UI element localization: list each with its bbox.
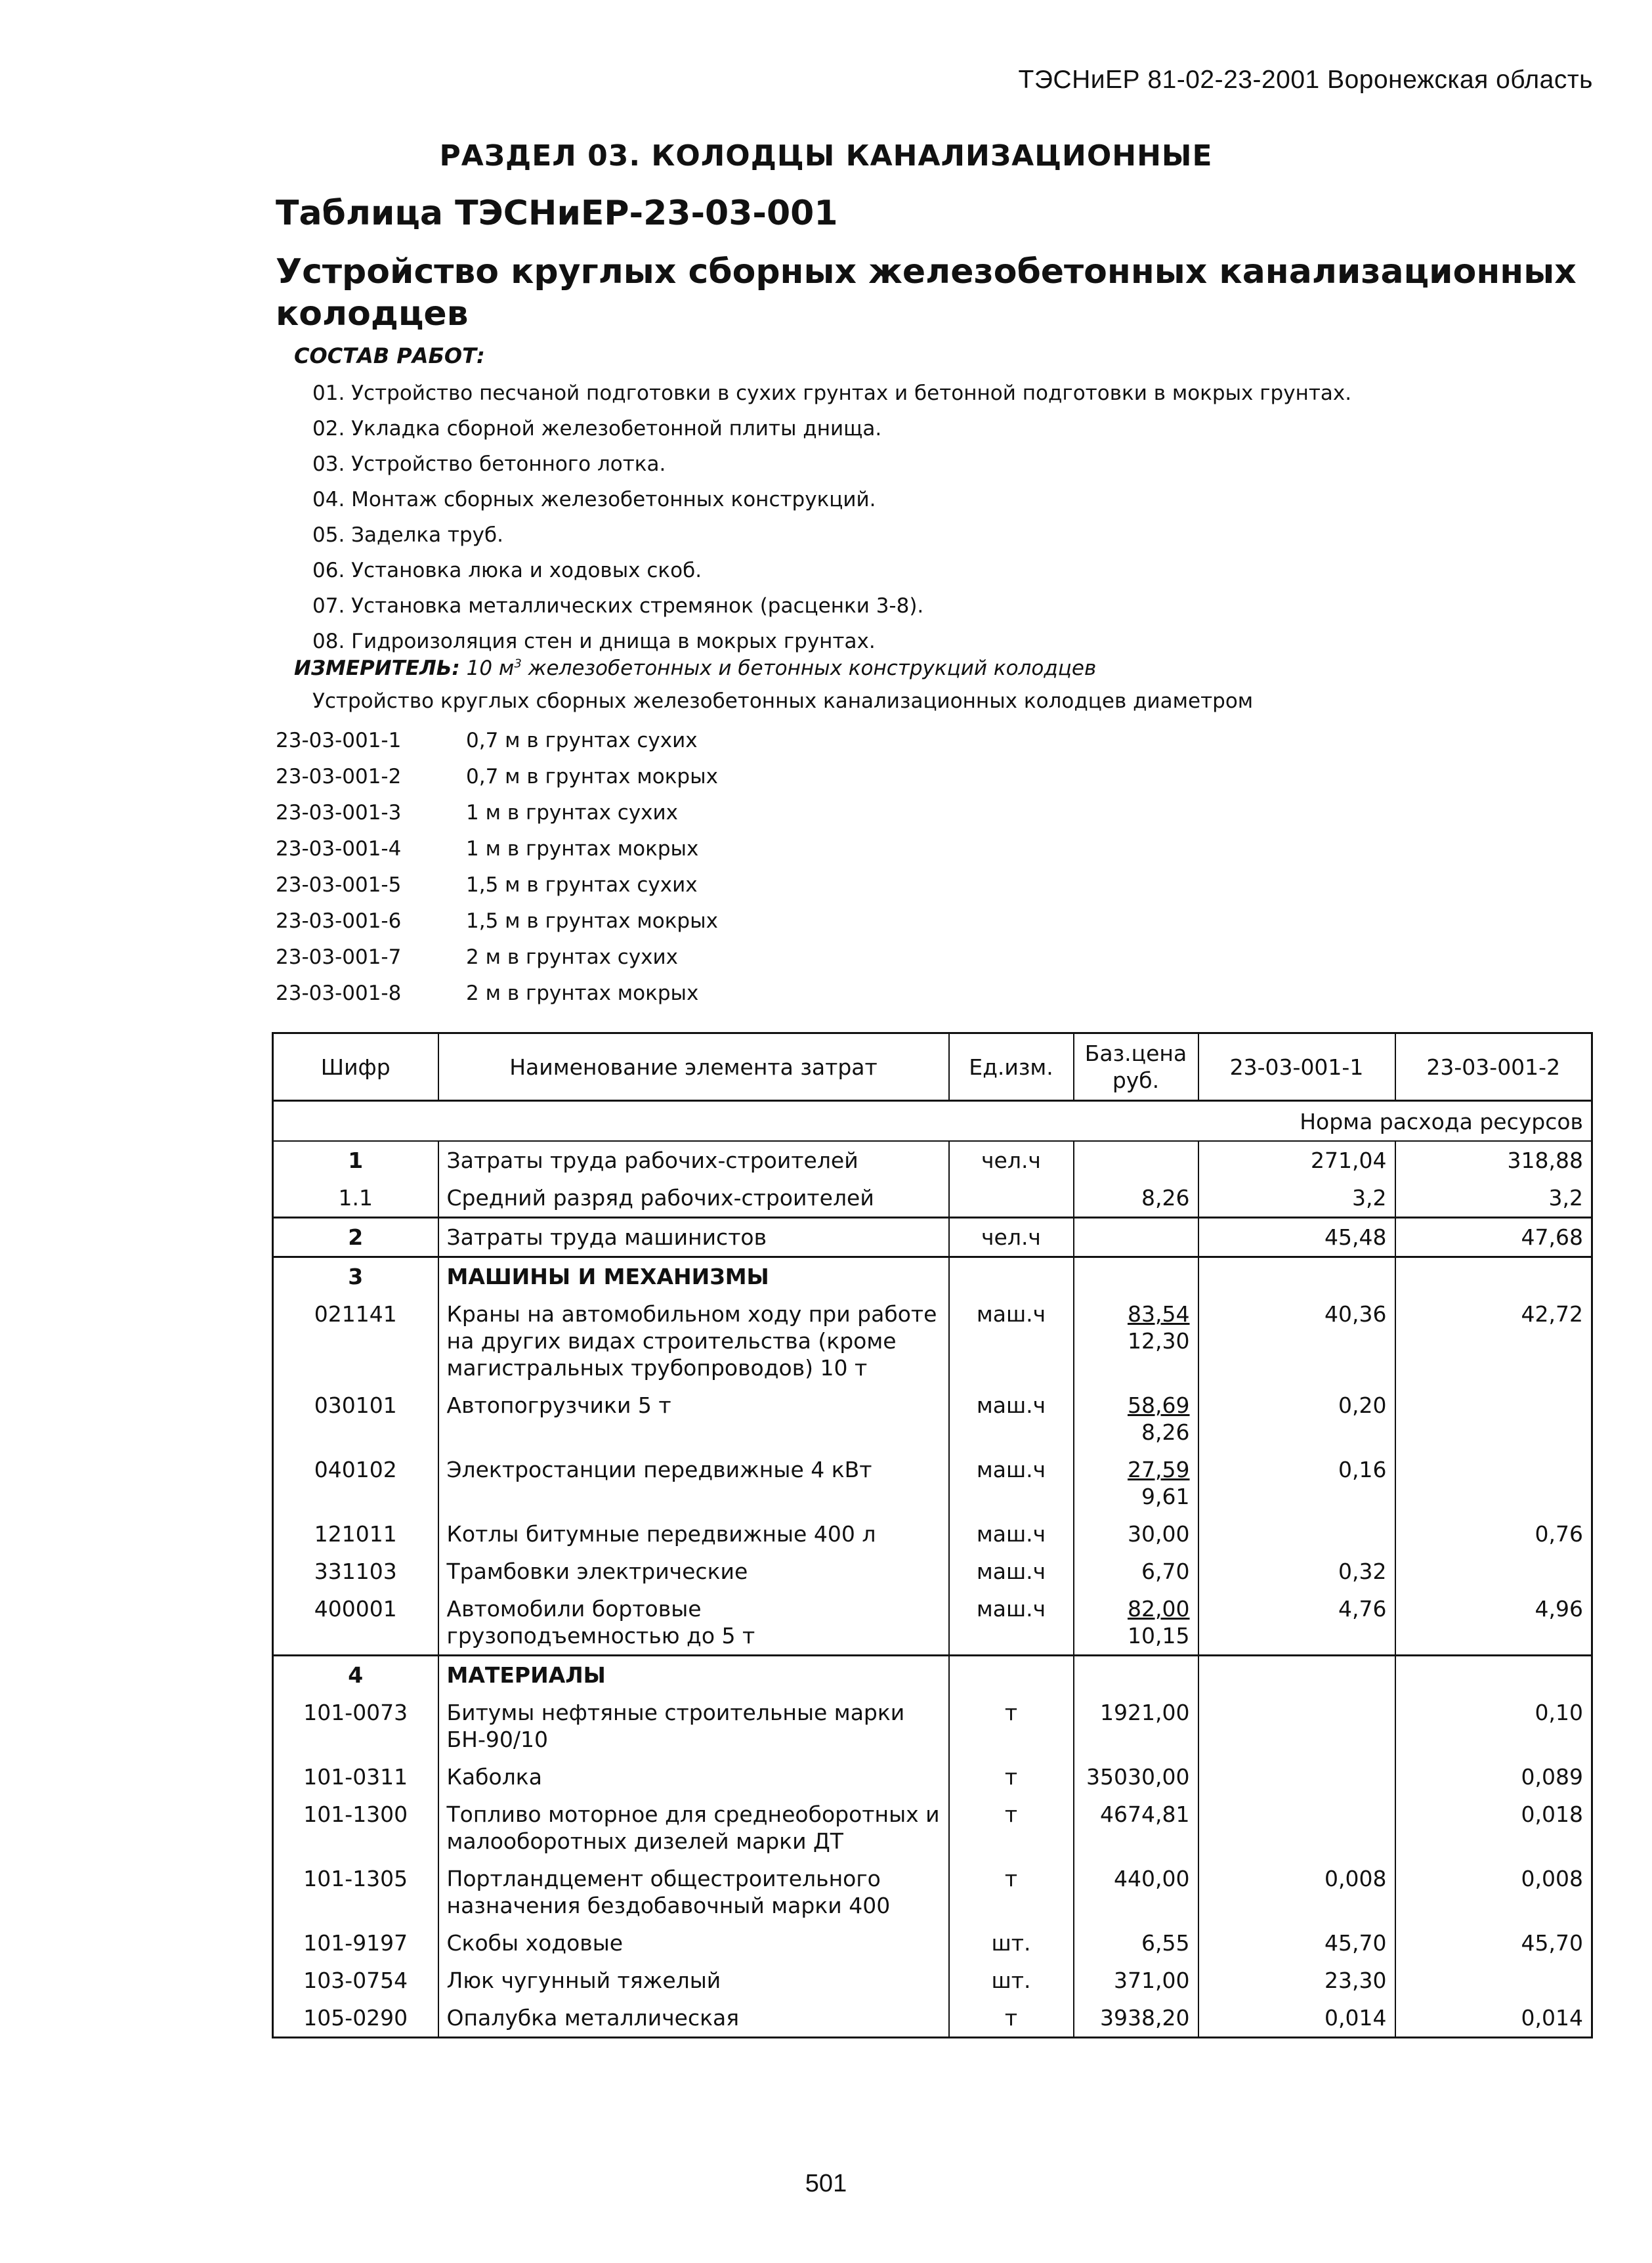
cell-name: МАТЕРИАЛЫ: [438, 1656, 949, 1694]
cell-price: 371,00: [1074, 1962, 1198, 1999]
cell-code: 103-0754: [273, 1962, 438, 1999]
cell-variant-1: 3,2: [1198, 1179, 1395, 1218]
price-wage: 12,30: [1128, 1328, 1190, 1354]
work-item: 08. Гидроизоляция стен и днища в мокрых грунтах.: [312, 630, 876, 653]
cell-code: 3: [273, 1257, 438, 1296]
variant-item: [276, 903, 718, 939]
variant-code: 23-03-001-3: [276, 801, 402, 825]
cell-code: 101-0073: [273, 1694, 438, 1758]
cell-variant-2: [1395, 1962, 1592, 1999]
cell-variant-1: 45,70: [1198, 1924, 1395, 1962]
cell-code: 1.1: [273, 1179, 438, 1218]
cell-variant-2: 0,018: [1395, 1796, 1592, 1860]
variant-desc: 1,5 м в грунтах сухих: [466, 873, 698, 897]
measure-value: 10 $м^3$ железобетонных и бетонных конструкций колодцев: [466, 657, 1097, 680]
variant-desc: 2 м в грунтах мокрых: [466, 981, 699, 1005]
cell-variant-1: 45,48: [1198, 1218, 1395, 1257]
cell-name: Скобы ходовые: [438, 1924, 949, 1962]
cell-variant-1: [1198, 1796, 1395, 1860]
variant-code: 23-03-001-8: [276, 981, 402, 1005]
cell-code: 101-0311: [273, 1758, 438, 1796]
cell-variant-2: [1395, 1451, 1592, 1515]
variant-desc: 0,7 м в грунтах сухих: [466, 729, 698, 752]
variant-item: [276, 795, 718, 831]
cell-variant-2: 45,70: [1395, 1924, 1592, 1962]
cell-variant-1: 0,014: [1198, 1999, 1395, 2038]
measure-label: ИЗМЕРИТЕЛЬ:: [294, 657, 460, 680]
table-row: [273, 1257, 1592, 1296]
cell-unit: маш.ч: [949, 1451, 1074, 1515]
cell-variant-2: 47,68: [1395, 1218, 1592, 1257]
cell-variant-2: 4,96: [1395, 1590, 1592, 1656]
cell-variant-1: 0,008: [1198, 1860, 1395, 1924]
cell-variant-2: 0,008: [1395, 1860, 1592, 1924]
cell-variant-2: 3,2: [1395, 1179, 1592, 1218]
variant-list: [276, 723, 718, 1012]
variant-item: [276, 976, 718, 1012]
work-item: 01. Устройство песчаной подготовки в сухих грунтах и бетонной подготовки в мокрых грунтах.: [312, 381, 1352, 405]
cell-price: [1074, 1590, 1198, 1656]
cell-name: Опалубка металлическая: [438, 1999, 949, 2038]
work-item: 04. Монтаж сборных железобетонных конструкций.: [312, 488, 876, 511]
cell-unit: чел.ч: [949, 1141, 1074, 1179]
variant-item: [276, 939, 718, 976]
cell-name: Автомобили бортовые грузоподъемностью до 5 т: [438, 1590, 949, 1656]
cell-variant-2: 0,014: [1395, 1999, 1592, 2038]
cell-price: 6,70: [1074, 1553, 1198, 1590]
cell-price: 440,00: [1074, 1860, 1198, 1924]
cell-price: 1921,00: [1074, 1694, 1198, 1758]
cell-variant-2: [1395, 1656, 1592, 1694]
cell-unit: т: [949, 1999, 1074, 2038]
table-row: [273, 1796, 1592, 1860]
cell-variant-2: 0,089: [1395, 1758, 1592, 1796]
cell-name: Каболка: [438, 1758, 949, 1796]
cell-code: 331103: [273, 1553, 438, 1590]
cell-variant-2: 0,10: [1395, 1694, 1592, 1758]
table-row: [273, 1387, 1592, 1451]
cell-name: Краны на автомобильном ходу при работе на других видах строительства (кроме магистральных трубопроводов) 10 т: [438, 1295, 949, 1387]
price-wage: 10,15: [1128, 1623, 1190, 1649]
variant-item: [276, 723, 718, 759]
col-header-unit: Ед.изм.: [949, 1033, 1074, 1101]
table-row: [273, 1179, 1592, 1218]
norm-caption-row: [273, 1101, 1592, 1142]
table-row: [273, 1924, 1592, 1962]
work-item: 07. Установка металлических стремянок (расценки 3-8).: [312, 594, 924, 618]
cell-unit: т: [949, 1758, 1074, 1796]
table-row: [273, 1656, 1592, 1694]
cell-name: МАШИНЫ И МЕХАНИЗМЫ: [438, 1257, 949, 1296]
cell-name: Затраты труда рабочих-строителей: [438, 1141, 949, 1179]
price-total: 58,69: [1128, 1392, 1190, 1418]
resources-table: [272, 1032, 1593, 2038]
cell-unit: маш.ч: [949, 1553, 1074, 1590]
cell-unit: шт.: [949, 1924, 1074, 1962]
work-item: 06. Установка люка и ходовых скоб.: [312, 559, 702, 582]
variant-desc: 1,5 м в грунтах мокрых: [466, 909, 718, 933]
table-header-row: [273, 1033, 1592, 1101]
cell-unit: т: [949, 1796, 1074, 1860]
cell-name: Котлы битумные передвижные 400 л: [438, 1515, 949, 1553]
cell-name: Портландцемент общестроительного назначения бездобавочный марки 400: [438, 1860, 949, 1924]
table-row: [273, 1295, 1592, 1387]
cell-unit: чел.ч: [949, 1218, 1074, 1257]
table-row: [273, 1515, 1592, 1553]
cell-variant-2: 0,76: [1395, 1515, 1592, 1553]
cell-variant-1: 271,04: [1198, 1141, 1395, 1179]
variant-code: 23-03-001-1: [276, 729, 402, 752]
col-header-name: Наименование элемента затрат: [438, 1033, 949, 1101]
col-header-variant-2: 23-03-001-2: [1395, 1033, 1592, 1101]
cell-code: 105-0290: [273, 1999, 438, 2038]
cell-unit: маш.ч: [949, 1387, 1074, 1451]
cell-variant-1: 0,32: [1198, 1553, 1395, 1590]
cell-variant-1: 4,76: [1198, 1590, 1395, 1656]
price-total: 82,00: [1128, 1596, 1190, 1622]
measure-unit: [294, 657, 1096, 680]
cell-unit: [949, 1656, 1074, 1694]
cell-code: 1: [273, 1141, 438, 1179]
cell-variant-1: [1198, 1257, 1395, 1296]
cell-variant-1: 0,20: [1198, 1387, 1395, 1451]
variant-item: [276, 831, 718, 867]
table-row: [273, 1962, 1592, 1999]
variant-desc: 2 м в грунтах сухих: [466, 945, 679, 969]
cell-name: Люк чугунный тяжелый: [438, 1962, 949, 1999]
cell-price: [1074, 1141, 1198, 1179]
cell-variant-1: 23,30: [1198, 1962, 1395, 1999]
table-row: [273, 1218, 1592, 1257]
cell-price: [1074, 1451, 1198, 1515]
cell-variant-1: [1198, 1694, 1395, 1758]
cell-price: [1074, 1295, 1198, 1387]
cell-price: [1074, 1257, 1198, 1296]
cell-variant-1: [1198, 1515, 1395, 1553]
table-row: [273, 1553, 1592, 1590]
col-header-price: Баз.цена руб.: [1074, 1033, 1198, 1101]
variant-code: 23-03-001-4: [276, 837, 402, 861]
cell-code: 021141: [273, 1295, 438, 1387]
cell-price: 6,55: [1074, 1924, 1198, 1962]
work-item: 05. Заделка труб.: [312, 523, 503, 547]
norm-caption: Норма расхода ресурсов: [438, 1101, 1592, 1142]
work-composition-heading: СОСТАВ РАБОТ:: [294, 343, 485, 368]
table-row: [273, 1758, 1592, 1796]
cell-variant-2: 42,72: [1395, 1295, 1592, 1387]
table-code: Таблица ТЭСНиЕР-23-03-001: [276, 194, 838, 233]
cell-code: 040102: [273, 1451, 438, 1515]
cell-price: 35030,00: [1074, 1758, 1198, 1796]
cell-code: 2: [273, 1218, 438, 1257]
running-header: ТЭСНиЕР 81-02-23-2001 Воронежская область: [1018, 66, 1593, 94]
price-wage: 8,26: [1141, 1419, 1190, 1445]
cell-price: [1074, 1656, 1198, 1694]
work-composition-list: [312, 376, 1351, 659]
cell-unit: [949, 1179, 1074, 1218]
cell-variant-1: 40,36: [1198, 1295, 1395, 1387]
cell-unit: т: [949, 1694, 1074, 1758]
table-row: [273, 1860, 1592, 1924]
cell-code: 030101: [273, 1387, 438, 1451]
cell-price: 3938,20: [1074, 1999, 1198, 2038]
cell-code: 101-9197: [273, 1924, 438, 1962]
cell-unit: маш.ч: [949, 1590, 1074, 1656]
cell-price: 4674,81: [1074, 1796, 1198, 1860]
cell-code: 101-1300: [273, 1796, 438, 1860]
cell-code: 101-1305: [273, 1860, 438, 1924]
cell-price: [1074, 1218, 1198, 1257]
cell-price: 8,26: [1074, 1179, 1198, 1218]
cell-price: 30,00: [1074, 1515, 1198, 1553]
cell-variant-2: 318,88: [1395, 1141, 1592, 1179]
table-row: [273, 1999, 1592, 2038]
cell-code: 4: [273, 1656, 438, 1694]
variant-item: [276, 867, 718, 903]
cell-price: [1074, 1387, 1198, 1451]
cell-unit: [949, 1257, 1074, 1296]
section-title: РАЗДЕЛ 03. КОЛОДЦЫ КАНАЛИЗАЦИОННЫЕ: [439, 139, 1213, 173]
table-row: [273, 1590, 1592, 1656]
cell-variant-1: 0,16: [1198, 1451, 1395, 1515]
variant-code: 23-03-001-2: [276, 765, 402, 788]
price-wage: 9,61: [1141, 1484, 1190, 1509]
cell-variant-2: [1395, 1387, 1592, 1451]
variant-desc: 1 м в грунтах сухих: [466, 801, 679, 825]
price-total: 27,59: [1128, 1457, 1190, 1482]
work-item: 02. Укладка сборной железобетонной плиты днища.: [312, 417, 882, 441]
table-row: [273, 1141, 1592, 1179]
cell-unit: маш.ч: [949, 1515, 1074, 1553]
cell-name: Затраты труда машинистов: [438, 1218, 949, 1257]
price-total: 83,54: [1128, 1301, 1190, 1327]
table-row: [273, 1451, 1592, 1515]
variant-code: 23-03-001-7: [276, 945, 402, 969]
cell-name: Трамбовки электрические: [438, 1553, 949, 1590]
cell-code: 121011: [273, 1515, 438, 1553]
cell-name: Электростанции передвижные 4 кВт: [438, 1451, 949, 1515]
work-item: 03. Устройство бетонного лотка.: [312, 452, 666, 476]
cell-variant-2: [1395, 1553, 1592, 1590]
variant-desc: 0,7 м в грунтах мокрых: [466, 765, 718, 788]
cell-unit: маш.ч: [949, 1295, 1074, 1387]
cell-variant-2: [1395, 1257, 1592, 1296]
cell-name: Топливо моторное для среднеоборотных и малооборотных дизелей марки ДТ: [438, 1796, 949, 1860]
cell-unit: шт.: [949, 1962, 1074, 1999]
col-header-variant-1: 23-03-001-1: [1198, 1033, 1395, 1101]
col-header-code: Шифр: [273, 1033, 438, 1101]
cell-name: Битумы нефтяные строительные марки БН-90/10: [438, 1694, 949, 1758]
page-number: 501: [805, 2170, 847, 2197]
cell-variant-1: [1198, 1758, 1395, 1796]
table-title: Устройство круглых сборных железобетонных канализационных колодцев: [276, 252, 1577, 334]
variant-desc: 1 м в грунтах мокрых: [466, 837, 699, 861]
cell-variant-1: [1198, 1656, 1395, 1694]
variant-code: 23-03-001-6: [276, 909, 402, 933]
cell-code: 400001: [273, 1590, 438, 1656]
cell-name: Средний разряд рабочих-строителей: [438, 1179, 949, 1218]
table-row: [273, 1694, 1592, 1758]
cell-unit: т: [949, 1860, 1074, 1924]
cell-name: Автопогрузчики 5 т: [438, 1387, 949, 1451]
variants-intro: Устройство круглых сборных железобетонных канализационных колодцев диаметром: [312, 689, 1254, 713]
variant-code: 23-03-001-5: [276, 873, 402, 897]
variant-item: [276, 759, 718, 795]
